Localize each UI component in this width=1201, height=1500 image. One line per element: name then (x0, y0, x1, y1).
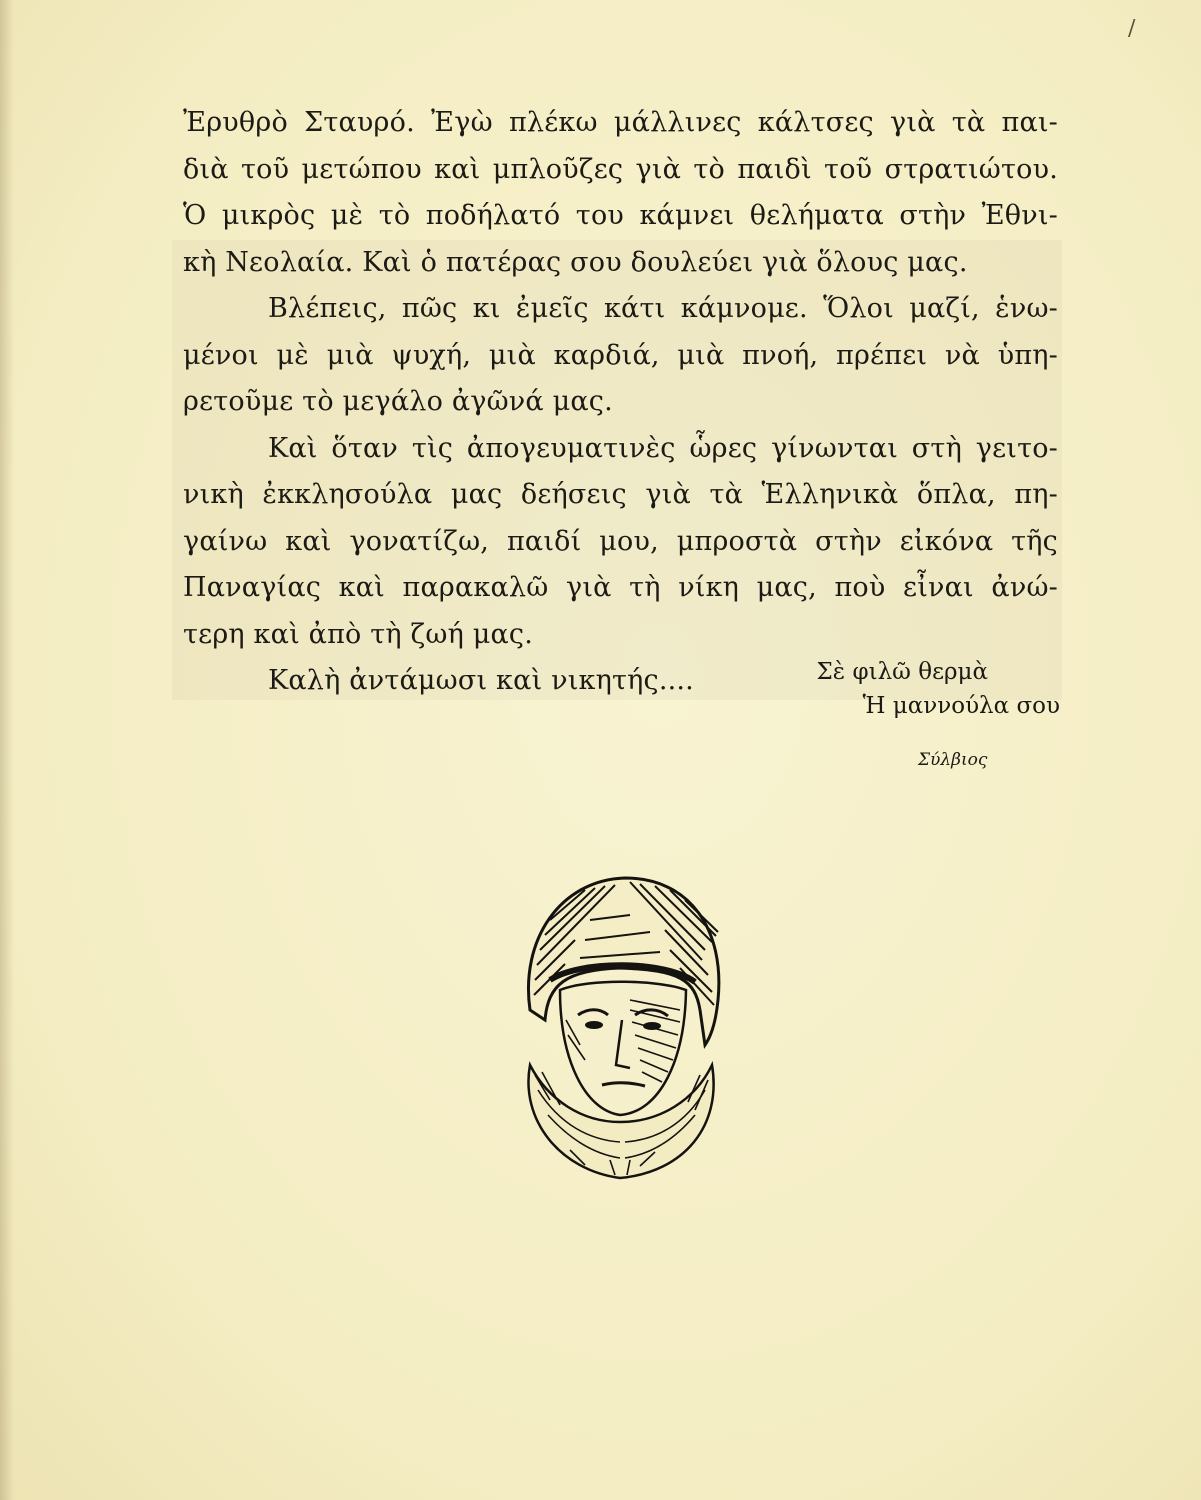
text-line: Βλέπεις, πῶς κι ἐμεῖς κάτι κάμνομε. Ὅλοι μαζί, ἑνω- (268, 293, 1058, 324)
text-line: τερη καὶ ἀπὸ τὴ ζωή μας. (183, 618, 534, 650)
soldier-head-illustration (490, 860, 750, 1190)
text-line: Καὶ ὅταν τὶς ἀπογευματινὲς ὧρες γίνωνται στὴ γειτο- (268, 432, 1058, 464)
artist-signature: Σύλβιος (918, 750, 988, 770)
letter-body (183, 100, 1058, 705)
text-line: ρετοῦμε τὸ μεγάλο ἀγῶνά μας. (183, 386, 613, 417)
text-line: Ἐρυθρὸ Σταυρό. Ἐγὼ πλέκω μάλλινες κάλτσες γιὰ τὰ παι- (183, 107, 1058, 138)
corner-pencil-mark: ∕ (1128, 16, 1136, 41)
letter-closing (760, 655, 1060, 723)
text-line: νικὴ ἐκκλησούλα μας δεήσεις γιὰ τὰ Ἑλληνικὰ ὅπλα, πη- (183, 479, 1058, 510)
page-binding-edge (0, 0, 14, 1500)
closing-sender: Ἡ μαννούλα σου (862, 693, 1060, 719)
text-line: Καλὴ ἀντάμωσι καὶ νικητής.... (268, 665, 694, 696)
text-line: Ὁ μικρὸς μὲ τὸ ποδήλατό του κάμνει θελήματα στὴν Ἐθνι- (183, 200, 1058, 231)
text-line: γαίνω καὶ γονατίζω, παιδί μου, μπροστὰ στὴν εἰκόνα τῆς (183, 525, 1058, 557)
text-line: διὰ τοῦ μετώπου καὶ μπλοῦζες γιὰ τὸ παιδὶ τοῦ στρατιώτου. (183, 153, 1058, 185)
text-line: μένοι μὲ μιὰ ψυχή, μιὰ καρδιά, μιὰ πνοή, πρέπει νὰ ὑπη- (183, 339, 1058, 371)
text-line: κὴ Νεολαία. Καὶ ὁ πατέρας σου δουλεύει γιὰ ὅλους μας. (183, 246, 968, 278)
text-line: Παναγίας καὶ παρακαλῶ γιὰ τὴ νίκη μας, ποὺ εἶναι ἀνώ- (183, 572, 1058, 603)
closing-greeting: Σὲ φιλῶ θερμὰ (816, 659, 988, 685)
